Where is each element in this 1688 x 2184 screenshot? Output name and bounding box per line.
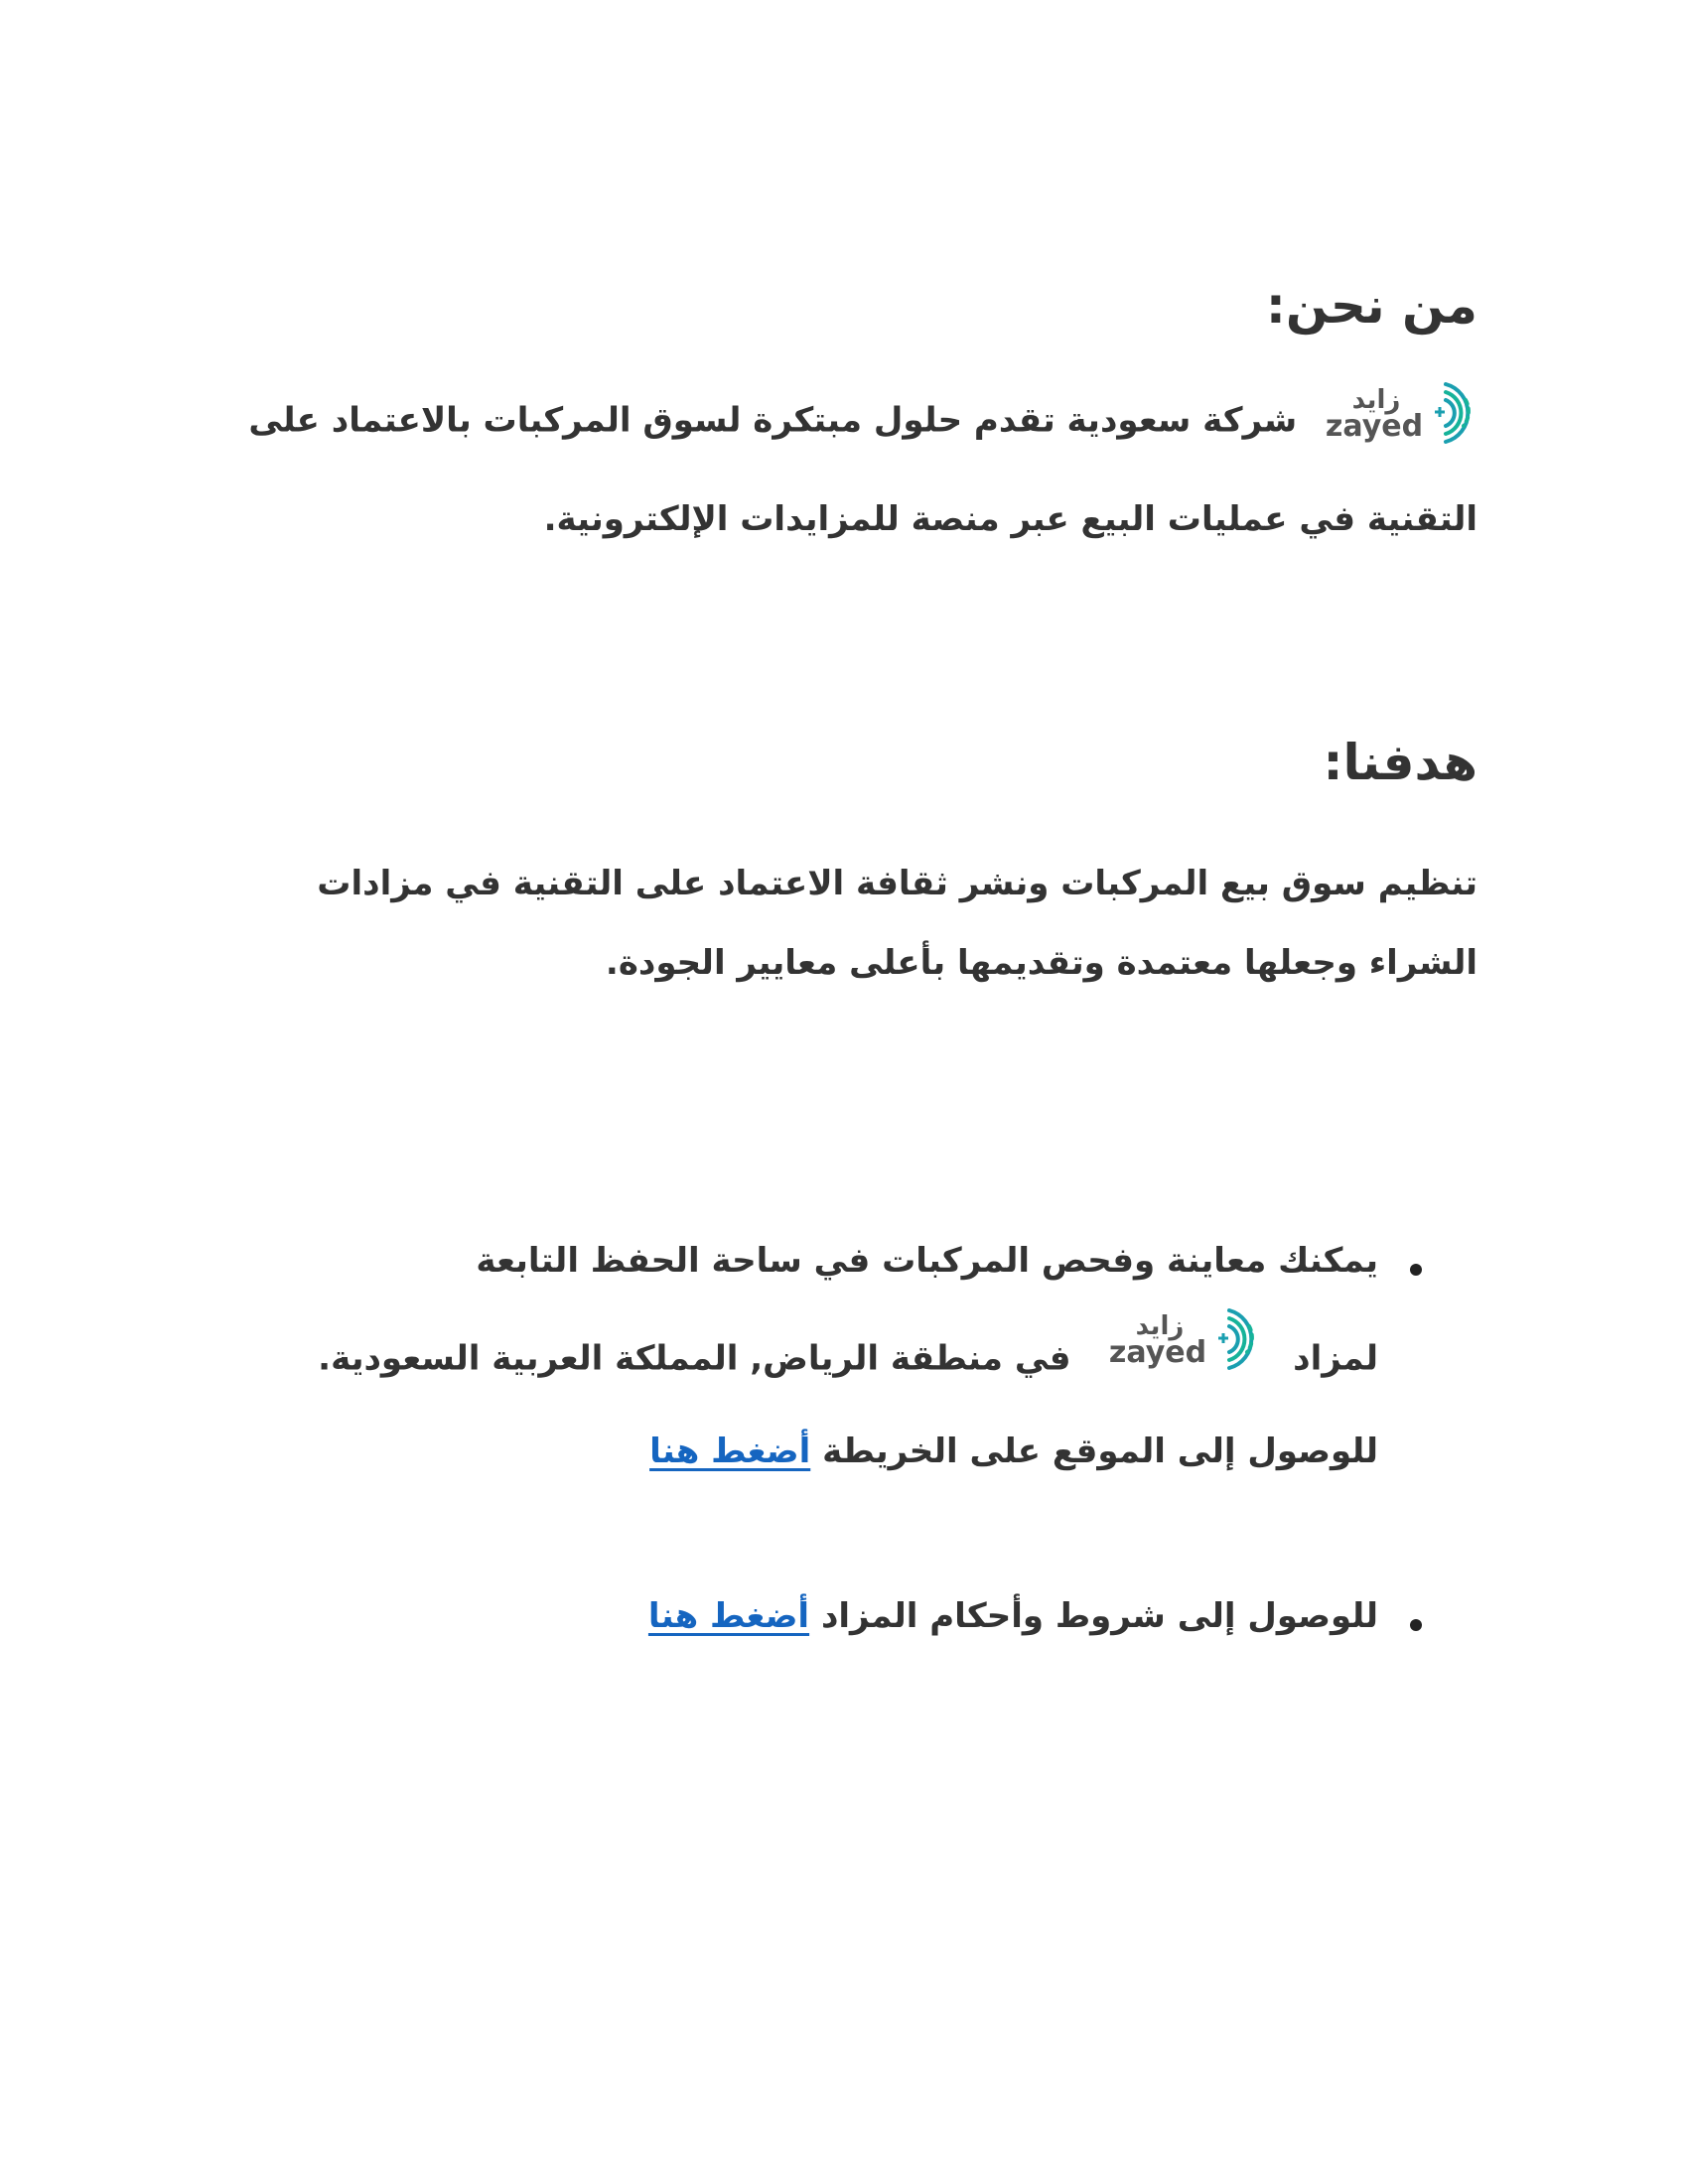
zayed-logo-icon	[1319, 372, 1477, 452]
goal-heading: هدفنا:	[1323, 734, 1477, 791]
svg-text:zayed: zayed	[1109, 1335, 1207, 1370]
zayed-logo-icon	[1102, 1298, 1261, 1378]
map-location-link[interactable]: أضغط هنا	[649, 1432, 811, 1471]
bullet-1-line-1: يمكنك معاينة وفحص المركبات في ساحة الحفظ التابعة	[476, 1241, 1378, 1281]
svg-text:zayed: zayed	[1325, 409, 1424, 444]
about-line-1	[248, 382, 1477, 462]
goal-line-2: الشراء وجعلها معتمدة وتقديمها بأعلى معايير الجودة.	[605, 943, 1477, 983]
terms-link[interactable]: أضغط هنا	[647, 1596, 810, 1636]
svg-text:زايد: زايد	[1135, 1311, 1185, 1341]
bullet-2-line	[648, 1596, 1378, 1636]
about-heading: من نحن:	[1265, 277, 1477, 335]
about-line-2: التقنية في عمليات البيع عبر منصة للمزايدات الإلكترونية.	[543, 499, 1477, 539]
bullet-1-line-3	[649, 1432, 1378, 1471]
map-location-text: للوصول إلى الموقع على الخريطة	[822, 1432, 1378, 1471]
terms-text: للوصول إلى شروط وأحكام المزاد	[820, 1596, 1378, 1636]
goal-line-1: تنظيم سوق بيع المركبات ونشر ثقافة الاعتماد على التقنية في مزادات	[317, 864, 1477, 903]
goal-paragraph	[187, 864, 1477, 1023]
bullet-item-2	[286, 1596, 1378, 1656]
bullet-dot-icon	[1410, 1264, 1422, 1276]
svg-text:زايد: زايد	[1351, 385, 1401, 415]
bullet-dot-icon	[1410, 1619, 1422, 1631]
about-paragraph	[187, 382, 1477, 561]
bullet-item-1	[286, 1241, 1378, 1489]
bullet-1-line-2	[318, 1311, 1378, 1400]
bullet-1-before-logo: لمزاد	[1293, 1338, 1378, 1379]
bullet-1-after-logo: في منطقة الرياض, المملكة العربية السعودية.	[318, 1338, 1071, 1379]
about-text-line-1: شركة سعودية تقدم حلول مبتكرة لسوق المركبات بالاعتماد على	[248, 400, 1298, 441]
